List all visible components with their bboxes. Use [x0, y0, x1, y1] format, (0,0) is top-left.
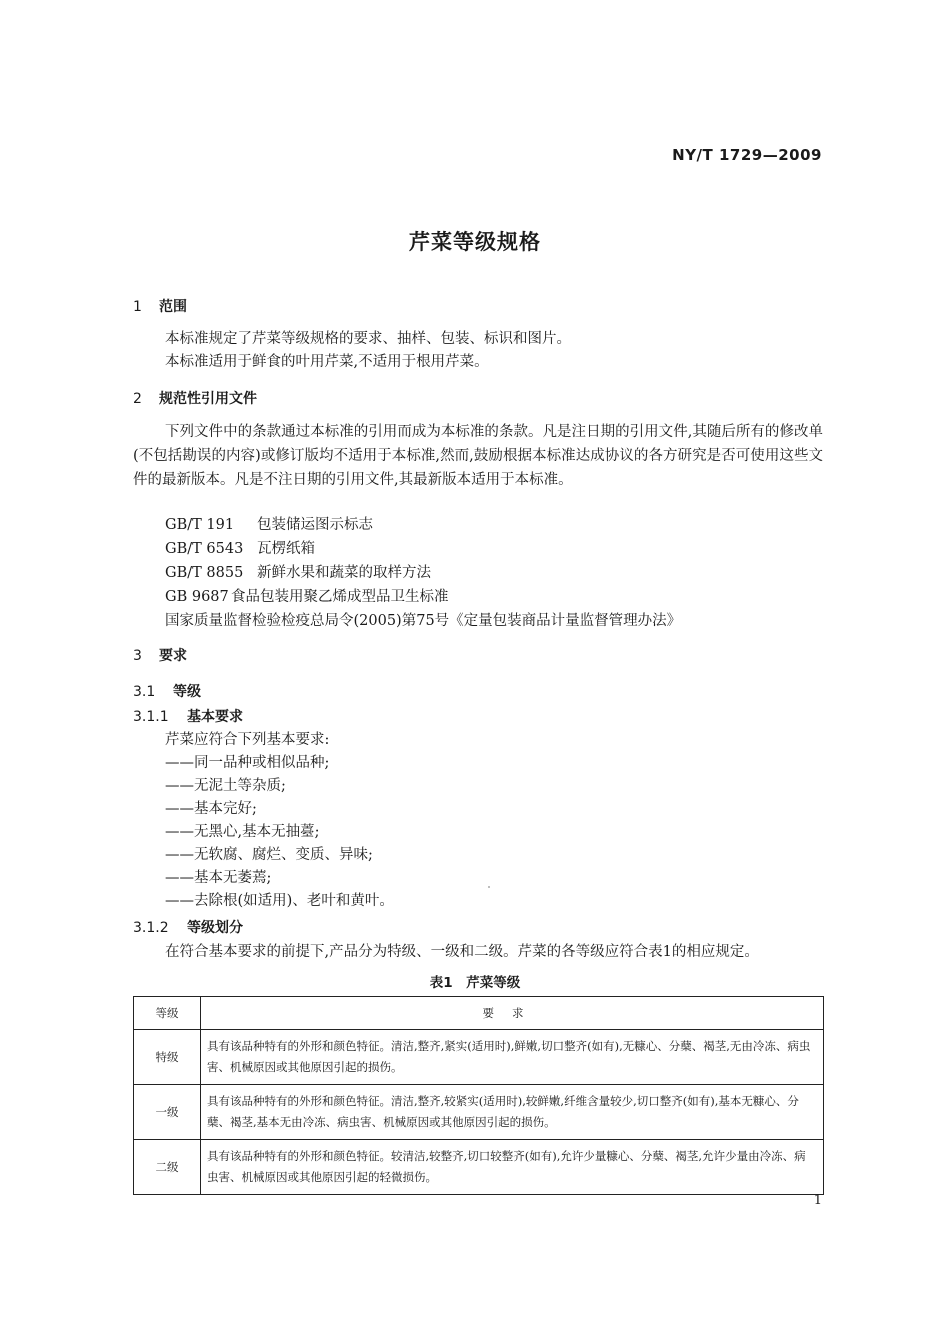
section-number: 1 [133, 299, 142, 315]
requirement-cell: 具有该品种特有的外形和颜色特征。较清洁,较整齐,切口较整齐(如有),允许少量糠心、分蘖、褐茎,允许少量由冷冻、病虫害、机械原因或其他原因引起的轻微损伤。 [201, 1140, 824, 1195]
table-caption: 表1 芹菜等级 [429, 975, 521, 991]
section-2-heading [133, 388, 257, 408]
table-row [134, 1085, 824, 1140]
references-intro-paragraph: 下列文件中的条款通过本标准的引用而成为本标准的条款。凡是注日期的引用文件,其随后所有的修改单(不包括勘误的内容)或修订版均不适用于本标准,然而,鼓励根据本标准达成协议的各方研究是否可使用这些文件的最新版本。凡是不注日期的引用文件,其最新版本适用于本标准。 [133, 424, 823, 488]
paragraph: 本标准适用于鲜食的叶用芹菜,不适用于根用芹菜。 [165, 354, 489, 370]
reference-code: GB/T 6543 [165, 541, 244, 557]
reference-code: GB 9687 [165, 589, 229, 605]
section-3-1-heading [133, 681, 201, 701]
reference-title: 食品包装用聚乙烯成型品卫生标准 [231, 589, 449, 605]
grade-column-header: 等级 [134, 997, 201, 1030]
requirement-cell: 具有该品种特有的外形和颜色特征。清洁,整齐,紧实(适用时),鲜嫩,切口整齐(如有),无糠心、分蘖、褐茎,无由冷冻、病虫害、机械原因或其他原因引起的损伤。 [201, 1030, 824, 1085]
grade-cell: 二级 [134, 1140, 201, 1195]
section-number: 3.1 [133, 684, 156, 700]
reference-item [165, 514, 373, 536]
reference-code: GB/T 191 [165, 517, 235, 533]
requirement-cell: 具有该品种特有的外形和颜色特征。清洁,整齐,较紧实(适用时),较鲜嫩,纤维含量较少,切口整齐(如有),基本无糠心、分蘖、褐茎,基本无由冷冻、病虫害、机械原因或其他原因引起的损伤。 [201, 1085, 824, 1140]
section-3-1-1-heading [133, 706, 243, 726]
grade-table [133, 996, 824, 1195]
section-title: 等级 [173, 684, 201, 700]
section-title: 等级划分 [187, 920, 243, 936]
section-title: 要求 [159, 648, 187, 664]
requirement-column-header: 要求 [201, 997, 824, 1030]
section-title: 范围 [159, 299, 187, 315]
list-item: ——无软腐、腐烂、变质、异味; [165, 847, 373, 863]
list-item: ——同一品种或相似品种; [165, 755, 330, 771]
list-item: ——去除根(如适用)、老叶和黄叶。 [165, 893, 394, 909]
scan-speck [488, 886, 490, 888]
grade-cell: 一级 [134, 1085, 201, 1140]
requirements-intro: 芹菜应符合下列基本要求: [165, 732, 330, 748]
reference-title: 包装储运图示标志 [257, 517, 373, 533]
section-title: 基本要求 [187, 709, 243, 725]
reference-item [165, 586, 449, 608]
section-number: 2 [133, 391, 142, 407]
reference-decree: 国家质量监督检验检疫总局令(2005)第75号《定量包装商品计量监督管理办法》 [165, 613, 682, 629]
list-item: ——无泥土等杂质; [165, 778, 286, 794]
section-number: 3.1.2 [133, 920, 169, 936]
reference-title: 瓦楞纸箱 [257, 541, 315, 557]
table-row [134, 1030, 824, 1085]
list-item: ——基本无萎蔫; [165, 870, 272, 886]
list-item: ——基本完好; [165, 801, 257, 817]
table-row [134, 1140, 824, 1195]
section-3-heading [133, 645, 187, 665]
list-item: ——无黑心,基本无抽薹; [165, 824, 320, 840]
grading-paragraph: 在符合基本要求的前提下,产品分为特级、一级和二级。芹菜的各等级应符合表1的相应规定。 [165, 944, 759, 960]
table-header-row [134, 997, 824, 1030]
section-number: 3 [133, 648, 142, 664]
reference-code: GB/T 8855 [165, 565, 244, 581]
page-number: 1 [813, 1193, 822, 1208]
reference-title: 新鲜水果和蔬菜的取样方法 [257, 565, 431, 581]
standard-code: NY/T 1729—2009 [672, 146, 822, 164]
section-3-1-2-heading [133, 917, 243, 937]
section-title: 规范性引用文件 [159, 391, 257, 407]
reference-item [165, 562, 431, 584]
document-title: 芹菜等级规格 [409, 230, 541, 254]
grade-cell: 特级 [134, 1030, 201, 1085]
section-number: 3.1.1 [133, 709, 169, 725]
reference-item [165, 538, 315, 560]
paragraph: 本标准规定了芹菜等级规格的要求、抽样、包装、标识和图片。 [165, 331, 571, 347]
section-1-heading [133, 296, 187, 316]
